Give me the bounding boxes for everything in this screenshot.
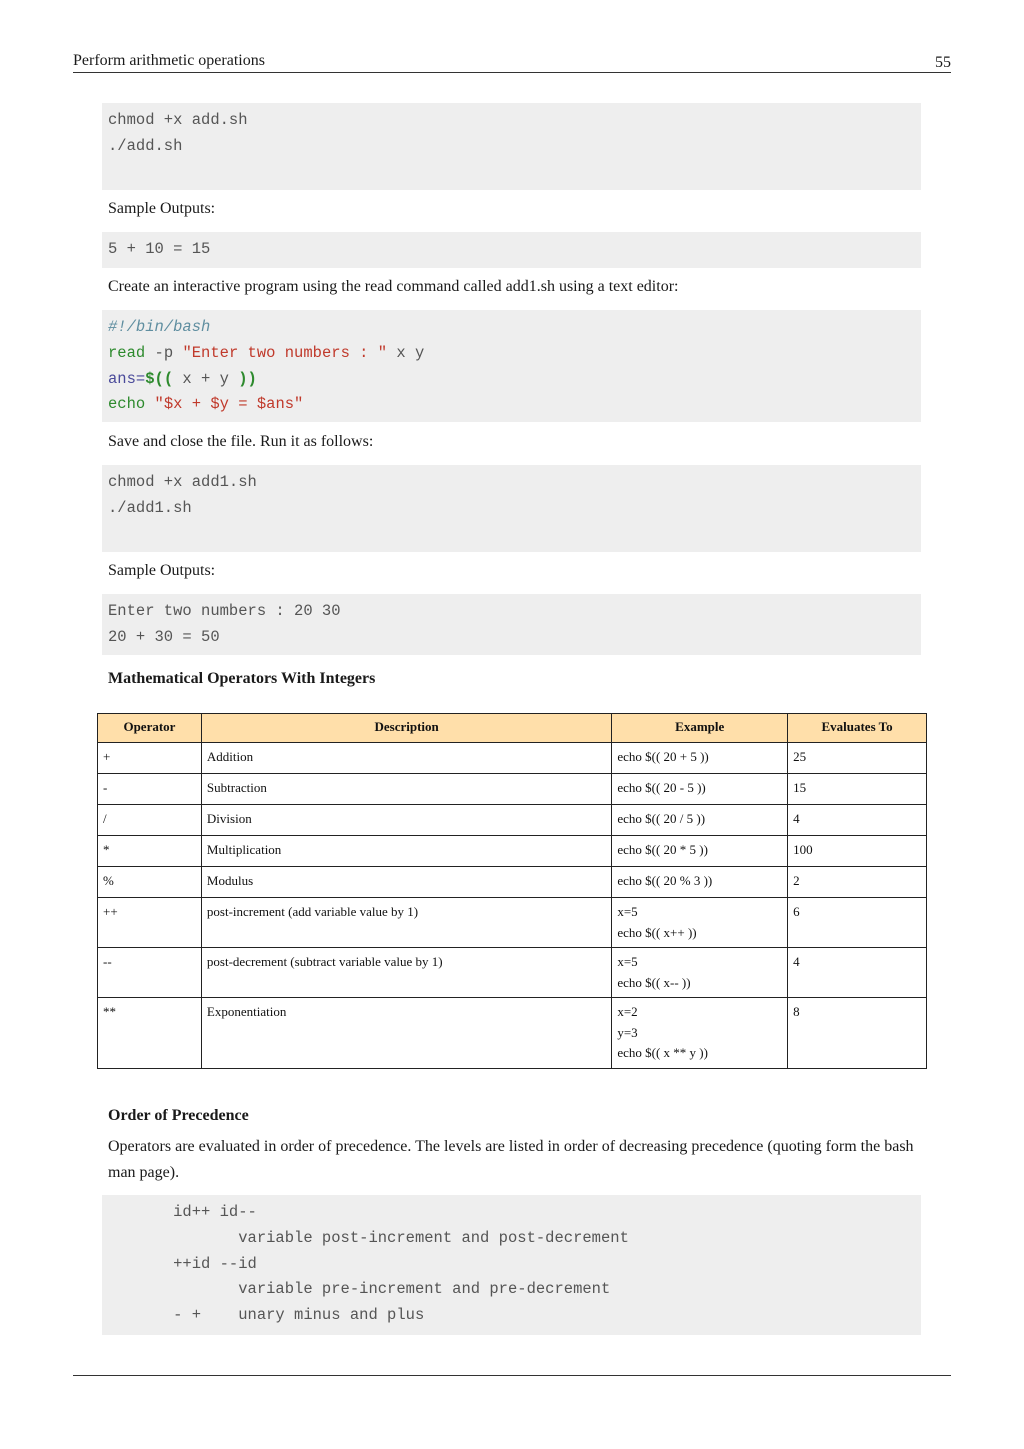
- page-number: 55: [935, 54, 951, 71]
- result-cell: 8: [788, 998, 927, 1069]
- operator-cell: %: [98, 867, 202, 898]
- echo-keyword: echo: [108, 395, 146, 414]
- example-line: echo $(( 20 + 5 )): [617, 749, 709, 764]
- code-line-read: [108, 341, 915, 367]
- operator-cell: -: [98, 774, 202, 805]
- operator-cell: /: [98, 805, 202, 836]
- code-line: ++id --id: [108, 1254, 257, 1273]
- operator-cell: +: [98, 743, 202, 774]
- echo-string: "$x + $y = $ans": [145, 395, 304, 414]
- example-cell: [612, 948, 788, 998]
- code-line-shebang: [108, 315, 915, 341]
- output-block-add: [102, 232, 921, 268]
- code-line-echo: [108, 392, 915, 418]
- arith-expression: x + y: [173, 369, 239, 388]
- description-cell: Exponentiation: [201, 998, 611, 1069]
- description-cell: post-increment (add variable value by 1): [201, 898, 611, 948]
- table-row: [98, 774, 927, 805]
- column-header-operator: Operator: [98, 714, 202, 743]
- operator-cell: ++: [98, 898, 202, 948]
- sample-outputs-label: Sample Outputs:: [108, 562, 216, 579]
- example-line: x=2: [617, 1004, 638, 1019]
- description-cell: post-decrement (subtract variable value by 1): [201, 948, 611, 998]
- table-row: [98, 948, 927, 998]
- code-block-add1-script: [102, 310, 921, 422]
- code-block-chmod-add: [102, 103, 921, 190]
- operator-cell: *: [98, 836, 202, 867]
- code-line-ans: [108, 367, 915, 393]
- read-flag: -p: [145, 343, 183, 362]
- description-cell: Addition: [201, 743, 611, 774]
- code-line: variable pre-increment and pre-decrement: [108, 1280, 611, 1299]
- column-header-description: Description: [201, 714, 611, 743]
- example-cell: [612, 805, 788, 836]
- example-cell: [612, 743, 788, 774]
- table-row: [98, 836, 927, 867]
- result-cell: 15: [788, 774, 927, 805]
- example-cell: [612, 998, 788, 1069]
- code-line: chmod +x add.sh: [108, 111, 248, 129]
- table-header-row: [98, 714, 927, 743]
- example-cell: [612, 898, 788, 948]
- save-instructions-text: Save and close the file. Run it as follows:: [108, 433, 374, 450]
- example-line: echo $(( 20 * 5 )): [617, 842, 708, 857]
- sample-outputs-label: Sample Outputs:: [108, 200, 216, 217]
- arith-open: $((: [145, 369, 174, 388]
- table-row: [98, 743, 927, 774]
- precedence-section-heading: Order of Precedence: [108, 1107, 249, 1124]
- example-cell: [612, 774, 788, 805]
- result-cell: 100: [788, 836, 927, 867]
- result-cell: 4: [788, 805, 927, 836]
- table-row: [98, 867, 927, 898]
- table-row: [98, 898, 927, 948]
- output-block-add1: [102, 594, 921, 655]
- code-line: variable post-increment and post-decrement: [108, 1228, 629, 1247]
- read-prompt-string: "Enter two numbers : ": [182, 343, 388, 362]
- result-cell: 2: [788, 867, 927, 898]
- example-line: echo $(( 20 % 3 )): [617, 873, 713, 888]
- code-line: ./add.sh: [108, 136, 183, 155]
- operator-cell: --: [98, 948, 202, 998]
- output-line: 5 + 10 = 15: [108, 240, 211, 258]
- code-line: chmod +x add1.sh: [108, 473, 257, 491]
- table-row: [98, 998, 927, 1069]
- page-header: [73, 50, 951, 73]
- example-line: echo $(( 20 / 5 )): [617, 811, 706, 826]
- code-line: ./add1.sh: [108, 498, 192, 517]
- operator-cell: **: [98, 998, 202, 1069]
- output-line: 20 + 30 = 50: [108, 627, 220, 646]
- example-cell: [612, 867, 788, 898]
- example-line: x=5: [617, 904, 638, 919]
- code-line: - + unary minus and plus: [108, 1306, 425, 1325]
- description-cell: Division: [201, 805, 611, 836]
- code-block-chmod-add1: [102, 465, 921, 552]
- example-line: echo $(( x++ )): [617, 924, 697, 940]
- column-header-evaluates-to: Evaluates To: [788, 714, 927, 743]
- example-line: echo $(( x-- )): [617, 974, 691, 990]
- description-cell: Subtraction: [201, 774, 611, 805]
- operators-section-heading: Mathematical Operators With Integers: [108, 670, 376, 687]
- description-cell: Multiplication: [201, 836, 611, 867]
- read-keyword: read: [108, 343, 146, 362]
- read-args: x y: [387, 343, 425, 362]
- output-line: Enter two numbers : 20 30: [108, 602, 341, 620]
- example-cell: [612, 836, 788, 867]
- result-cell: 4: [788, 948, 927, 998]
- chapter-title: Perform arithmetic operations: [73, 52, 265, 69]
- example-line: echo $(( x ** y )): [617, 1045, 708, 1060]
- example-line: y=3: [617, 1024, 638, 1040]
- description-cell: Modulus: [201, 867, 611, 898]
- precedence-description: Operators are evaluated in order of precedence. The levels are listed in order of decreasing precedence (quoting form the bash man page).: [108, 1138, 914, 1181]
- code-line: id++ id--: [108, 1203, 257, 1221]
- shebang-comment: #!/bin/bash: [108, 318, 211, 336]
- ans-variable: ans=: [108, 369, 146, 388]
- example-line: echo $(( 20 - 5 )): [617, 780, 706, 795]
- example-line: x=5: [617, 954, 638, 969]
- column-header-example: Example: [612, 714, 788, 743]
- table-row: [98, 805, 927, 836]
- operators-table: [97, 713, 927, 1069]
- arith-close: )): [238, 369, 257, 388]
- footer-divider: [73, 1375, 951, 1376]
- interactive-intro-text: Create an interactive program using the read command called add1.sh using a text editor:: [108, 278, 679, 295]
- result-cell: 6: [788, 898, 927, 948]
- code-block-precedence: [102, 1195, 921, 1335]
- result-cell: 25: [788, 743, 927, 774]
